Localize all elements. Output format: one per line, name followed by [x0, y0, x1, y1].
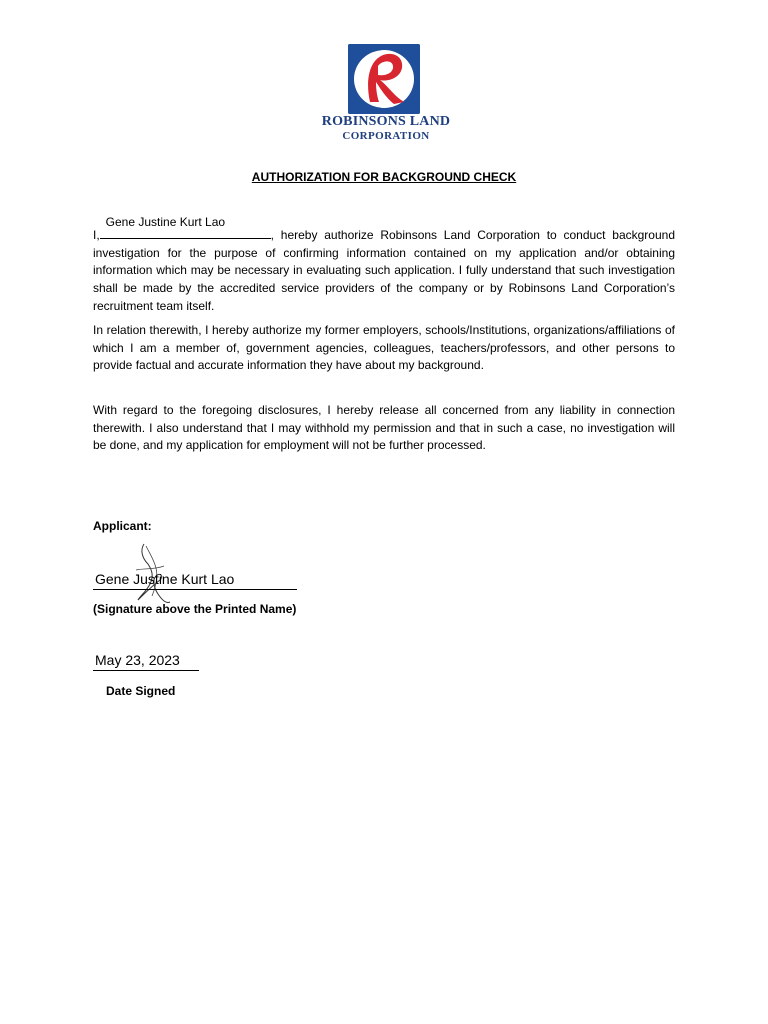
paragraph-body: , hereby authorize Robinsons Land Corporation to conduct background investigation for the purpose of confirming information contained on my application and/or obtaining information which may be necessary in evaluating such application. I fully understand that such investigation shall be made by the accredited service providers of the company or by Robinsons Land Corporation’s recruitment team itself. [93, 228, 675, 313]
signature-caption: (Signature above the Printed Name) [93, 602, 297, 616]
signature-line [93, 589, 297, 590]
release-paragraph: With regard to the foregoing disclosures, I hereby release all concerned from any liability in connection therewith. I also understand that I may withhold my permission and that in such a case, no investigation will be done, and my application for employment will not be further processed. [93, 403, 675, 453]
logo-subtitle: CORPORATION [342, 130, 430, 142]
signature-printed-name: Gene Justine Kurt Lao [95, 571, 235, 587]
applicant-name-value: Gene Justine Kurt Lao [105, 215, 226, 229]
paragraph-prefix: I, [93, 228, 100, 242]
company-logo [312, 44, 460, 144]
date-line [93, 670, 199, 671]
logo-wordmark: ROBINSONS LAND [321, 114, 451, 129]
document-title: AUTHORIZATION FOR BACKGROUND CHECK [251, 170, 517, 184]
authorization-paragraph [93, 215, 675, 316]
logo-r-icon [348, 44, 420, 114]
consent-paragraph: In relation therewith, I hereby authorize my former employers, schools/Institutions, organizations/affiliations of which I am a member of, government agencies, colleagues, teachers/professors, and other persons to provide factual and accurate information they have about my background. [93, 323, 675, 373]
date-signed-caption: Date Signed [106, 684, 176, 698]
date-signed-value: May 23, 2023 [95, 652, 180, 668]
applicant-name-field[interactable] [100, 215, 271, 239]
logo-emblem [348, 44, 420, 114]
applicant-label: Applicant: [93, 519, 152, 533]
